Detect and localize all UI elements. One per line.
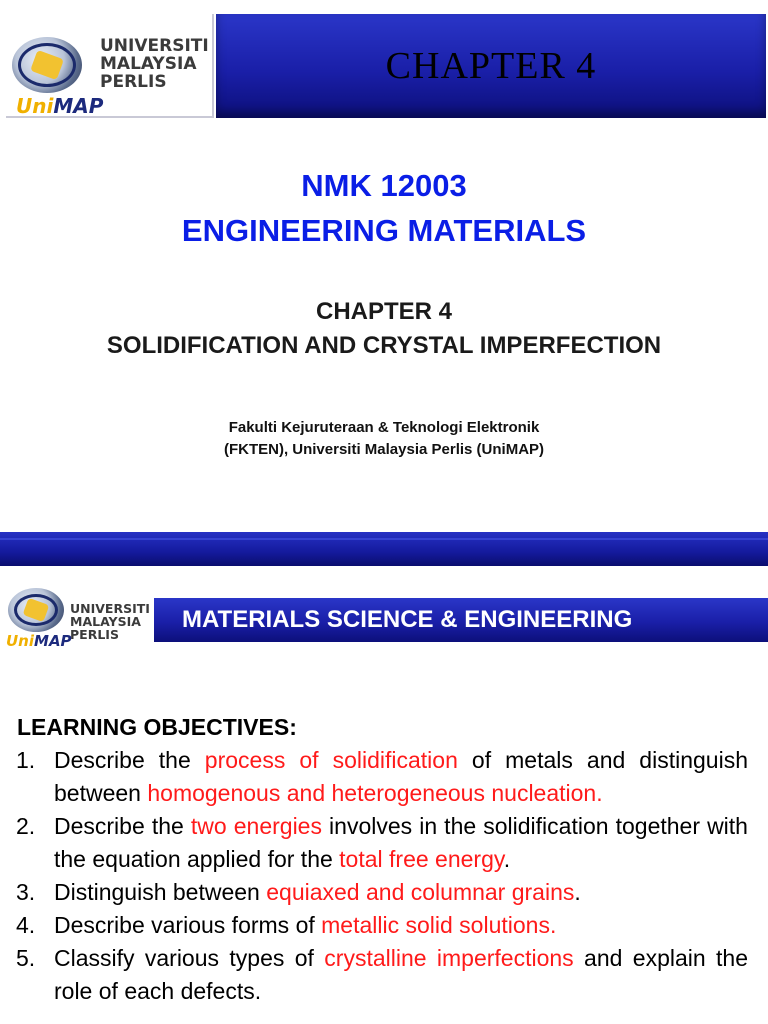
university-seal-icon [8,588,64,632]
objective-item [16,744,748,810]
objectives-list [16,744,748,1008]
objective-number: 3. [16,879,36,905]
objective-text-part: Describe various forms of [54,912,322,938]
highlighted-term: homogenous and heterogeneous nucleation. [147,780,603,806]
highlighted-term: crystalline imperfections [324,945,574,971]
highlighted-term: two energies [190,813,322,839]
faculty-line-1: Fakulti Kejuruteraan & Teknologi Elektronik [228,419,540,436]
objective-text-part: and explain the role of each defects. [54,945,749,1004]
unimap-logo [6,14,214,118]
objective-item [16,810,748,876]
objective-text-part: of metals and distinguish between [54,747,748,806]
highlighted-term: total free energy [339,846,504,872]
chapter-title: SOLIDIFICATION AND CRYSTAL IMPERFECTION [106,332,662,359]
unimap-wordmark: UniMAP [6,632,72,650]
objective-text [54,810,748,876]
objective-text-part: involves in the solidification together with the equation applied for the [54,813,748,872]
university-seal-icon [12,37,82,93]
course-code: NMK 12003 [301,168,467,203]
objective-number: 4. [16,912,36,938]
objective-number: 1. [16,747,36,773]
chapter-number: CHAPTER 4 [315,298,453,325]
learning-objectives-heading: LEARNING OBJECTIVES: [17,714,297,740]
objective-text-part: Classify various types of [54,945,325,971]
chapter-banner [216,14,766,118]
objective-text-part: Distinguish between [54,879,267,905]
course-banner-text: MATERIALS SCIENCE & ENGINEERING [182,606,633,633]
course-title: ENGINEERING MATERIALS [181,213,587,248]
objective-number: 5. [16,945,36,971]
objective-text [54,876,748,909]
objective-text [54,744,748,810]
objectives-slide [0,572,768,1024]
chapter-banner-text: CHAPTER 4 [385,45,597,87]
logo-university-name: UNIVERSITI MALAYSIA PERLIS [100,36,209,92]
course-banner [154,598,768,642]
slide-footer-bar [0,532,768,566]
objective-number: 2. [16,813,36,839]
objective-text-part: . [574,879,581,905]
objective-item [16,909,748,942]
logo-university-name: UNIVERSITI MALAYSIA PERLIS [70,601,150,643]
objective-item [16,876,748,909]
objective-text [54,909,748,942]
highlighted-term: equiaxed and columnar grains [266,879,575,905]
objective-text-part: Describe the [54,813,191,839]
objective-text-part: Describe the [54,747,205,773]
objective-item [16,942,748,1008]
highlighted-term: metallic solid solutions. [321,912,557,938]
highlighted-term: process of solidification [204,747,458,773]
unimap-wordmark: UniMAP [16,94,104,118]
objective-text [54,942,748,1008]
faculty-line-2: (FKTEN), Universiti Malaysia Perlis (UniMAP) [223,441,545,458]
objective-text-part: . [503,846,511,872]
unimap-logo [4,584,154,650]
